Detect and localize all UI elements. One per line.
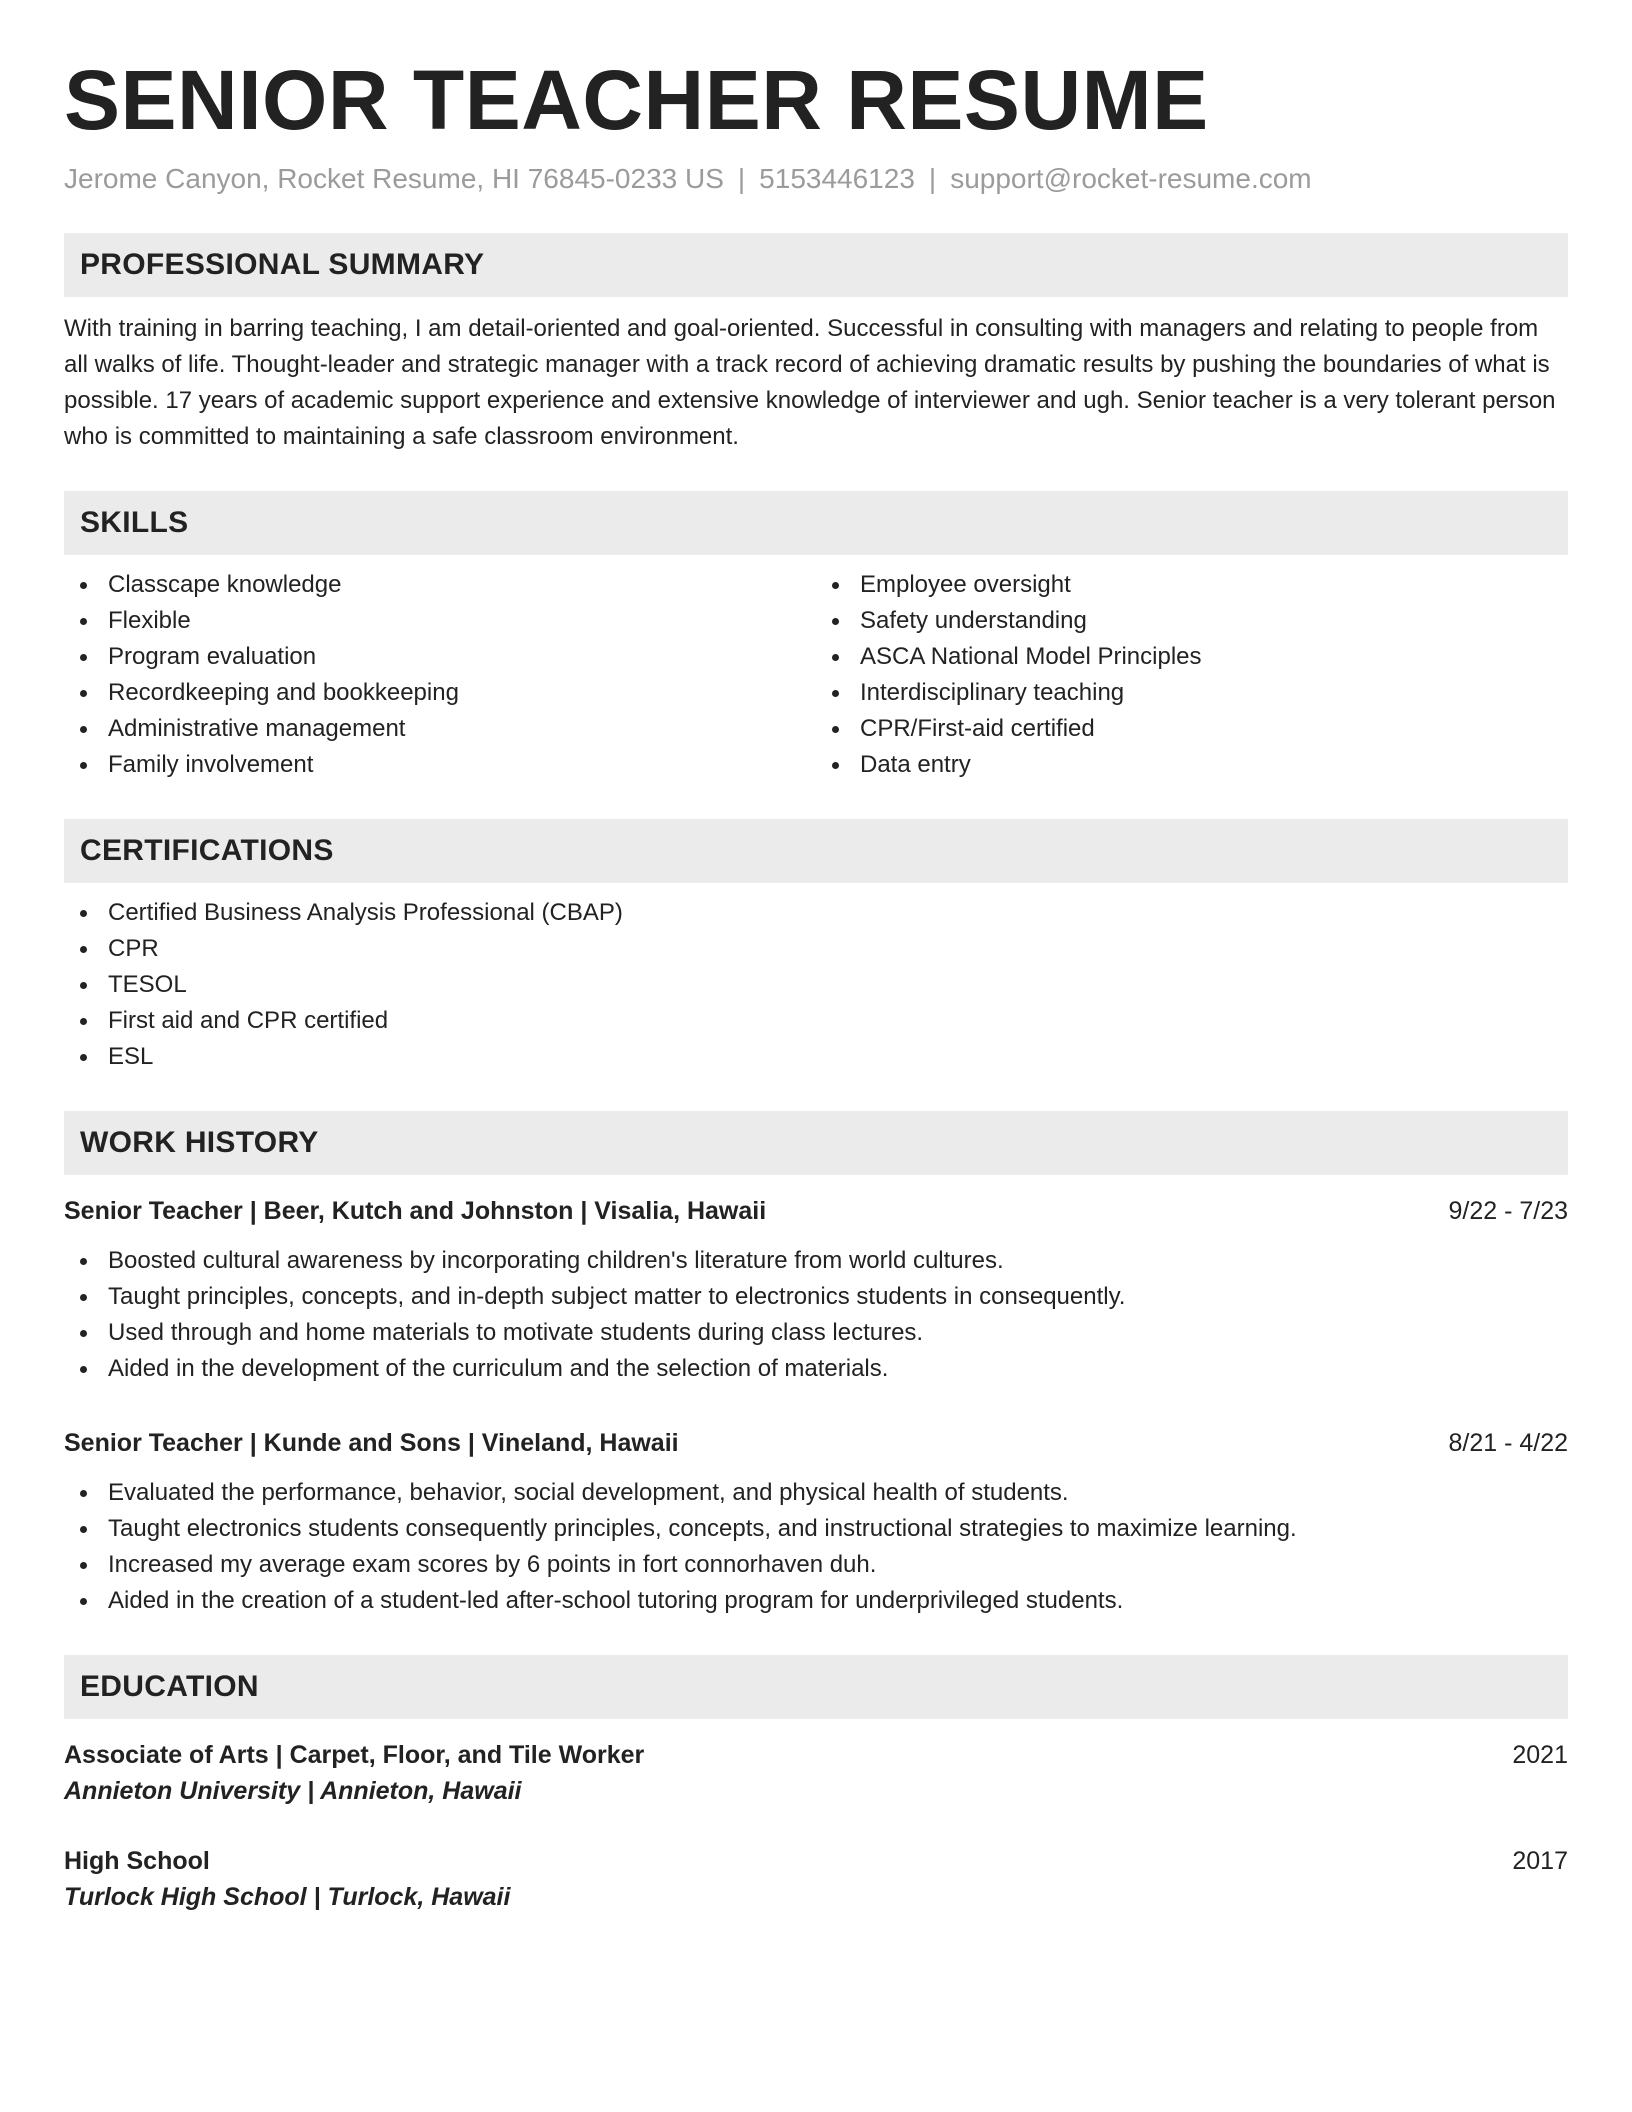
contact-line (64, 161, 1568, 197)
contact-phone: 5153446123 (759, 162, 915, 194)
education-year: 2017 (1512, 1846, 1568, 1875)
list-item: Flexible (64, 603, 816, 639)
list-item: ASCA National Model Principles (816, 639, 1568, 675)
skills-list-left (64, 567, 816, 783)
list-item: CPR (64, 931, 1568, 967)
certifications-list (64, 895, 1568, 1075)
job-header (64, 1193, 1568, 1229)
skills-grid (64, 567, 1568, 783)
list-item: Boosted cultural awareness by incorporating children's literature from world cultures. (64, 1243, 1568, 1279)
list-item: Increased my average exam scores by 6 points in fort connorhaven duh. (64, 1547, 1568, 1583)
education-header (64, 1843, 1568, 1879)
certifications-section (64, 819, 1568, 1075)
education-header (64, 1737, 1568, 1773)
education-degree: Associate of Arts | Carpet, Floor, and Tile Worker (64, 1740, 645, 1769)
section-heading: WORK HISTORY (64, 1111, 1568, 1175)
list-item: Family involvement (64, 747, 816, 783)
job-entry (64, 1193, 1568, 1387)
education-school: Turlock High School | Turlock, Hawaii (64, 1882, 511, 1911)
job-title: Senior Teacher | Beer, Kutch and Johnston | Visalia, Hawaii (64, 1196, 767, 1225)
education-section (64, 1655, 1568, 1915)
list-item: First aid and CPR certified (64, 1003, 1568, 1039)
job-bullets (64, 1243, 1568, 1387)
list-item: Aided in the development of the curriculum and the selection of materials. (64, 1351, 1568, 1387)
list-item: TESOL (64, 967, 1568, 1003)
summary-text: With training in barring teaching, I am detail-oriented and goal-oriented. Successful in consulting with managers and relating to people from all walks of life. Thought-leader and strategic manager with a track record of achieving dramatic results by pushing the boundaries of what is possible. 17 years of academic support experience and extensive knowledge of interviewer and ugh. Senior teacher is a very tolerant person who is committed to maintaining a safe classroom environment. (64, 314, 1556, 450)
job-dates: 9/22 - 7/23 (1448, 1196, 1568, 1225)
list-item: Employee oversight (816, 567, 1568, 603)
list-item: Evaluated the performance, behavior, social development, and physical health of students. (64, 1475, 1568, 1511)
job-bullets (64, 1475, 1568, 1619)
list-item: Recordkeeping and bookkeeping (64, 675, 816, 711)
section-heading: PROFESSIONAL SUMMARY (64, 233, 1568, 297)
list-item: Classcape knowledge (64, 567, 816, 603)
list-item: CPR/First-aid certified (816, 711, 1568, 747)
list-item: Taught electronics students consequently principles, concepts, and instructional strategies to maximize learning. (64, 1511, 1568, 1547)
list-item: ESL (64, 1039, 1568, 1075)
page-title: SENIOR TEACHER RESUME (64, 53, 1209, 147)
education-year: 2021 (1512, 1740, 1568, 1769)
list-item: Taught principles, concepts, and in-depth subject matter to electronics students in consequently. (64, 1279, 1568, 1315)
list-item: Program evaluation (64, 639, 816, 675)
list-item: Aided in the creation of a student-led after-school tutoring program for underprivileged students. (64, 1583, 1568, 1619)
work-history-section (64, 1111, 1568, 1619)
job-entry (64, 1425, 1568, 1619)
contact-separator: | (737, 162, 746, 194)
section-heading: SKILLS (64, 491, 1568, 555)
list-item: Data entry (816, 747, 1568, 783)
skills-list-right (816, 567, 1568, 783)
education-school: Annieton University | Annieton, Hawaii (64, 1776, 522, 1805)
education-degree: High School (64, 1846, 210, 1875)
section-heading: CERTIFICATIONS (64, 819, 1568, 883)
section-heading: EDUCATION (64, 1655, 1568, 1719)
job-header (64, 1425, 1568, 1461)
contact-separator: | (928, 162, 937, 194)
contact-address: Jerome Canyon, Rocket Resume, HI 76845-0233 US (64, 162, 724, 194)
contact-email: support@rocket-resume.com (950, 162, 1312, 194)
list-item: Administrative management (64, 711, 816, 747)
skills-section (64, 491, 1568, 783)
education-entry (64, 1737, 1568, 1809)
list-item: Certified Business Analysis Professional (CBAP) (64, 895, 1568, 931)
list-item: Safety understanding (816, 603, 1568, 639)
education-entry (64, 1843, 1568, 1915)
job-dates: 8/21 - 4/22 (1448, 1428, 1568, 1457)
job-title: Senior Teacher | Kunde and Sons | Vineland, Hawaii (64, 1428, 679, 1457)
list-item: Interdisciplinary teaching (816, 675, 1568, 711)
list-item: Used through and home materials to motivate students during class lectures. (64, 1315, 1568, 1351)
summary-section (64, 233, 1568, 455)
